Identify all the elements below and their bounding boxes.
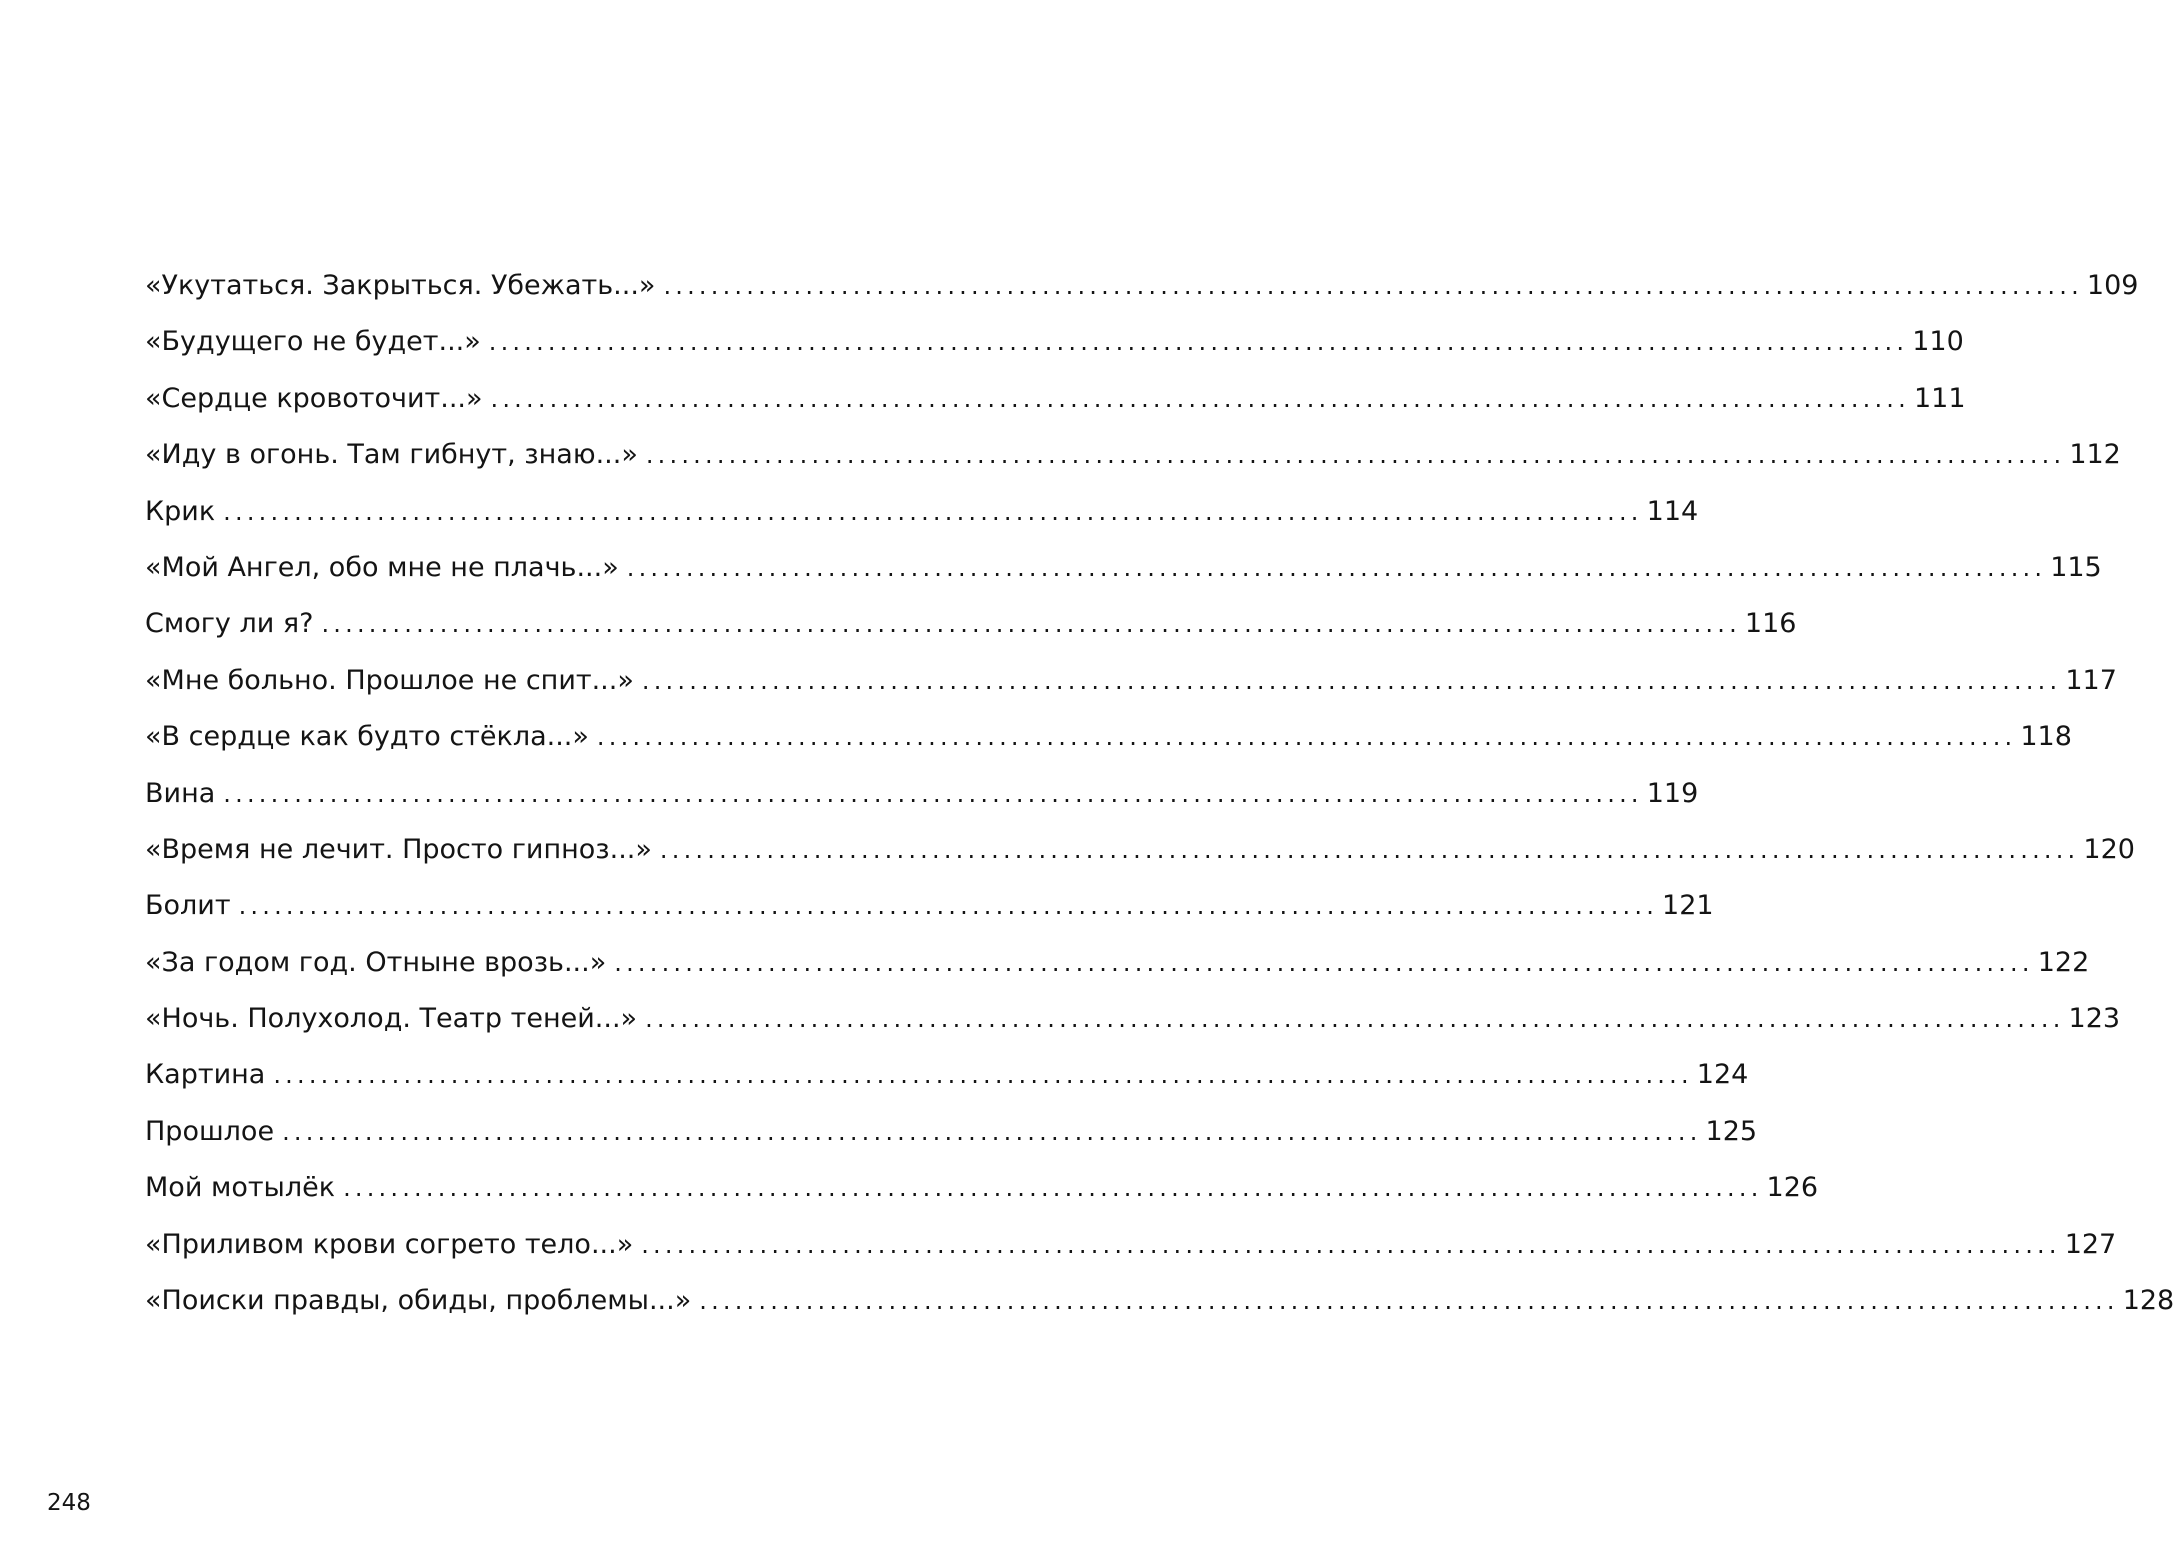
toc-entry-page: 126 (1766, 1172, 1819, 1204)
toc-entry-title: «За годом год. Отныне врозь...» (145, 946, 607, 978)
dot-leader: ........................................................................................................................ (488, 328, 1909, 357)
dot-leader: ........................................................................................................................ (238, 892, 1659, 921)
dot-leader: ........................................................................................................................ (626, 553, 2047, 582)
dot-leader: ........................................................................................................................ (614, 948, 2034, 977)
toc-entry-page: 125 (1705, 1115, 1758, 1147)
toc-entry-page: 111 (1913, 382, 1966, 414)
dot-leader: ........................................................................................................................ (223, 497, 1643, 526)
toc-entry-title: «Мне больно. Прошлое не спит...» (145, 664, 634, 696)
dot-leader: ........................................................................................................................ (641, 666, 2062, 695)
toc-entry-page: 122 (2037, 946, 2090, 978)
toc-entry-title: Болит (145, 890, 231, 922)
toc-entry-page: 128 (2122, 1285, 2174, 1317)
dot-leader: ........................................................................................................................ (321, 610, 1741, 639)
toc-entry-title: «Сердце кровоточит...» (145, 382, 483, 414)
toc-entry-title: «Будущего не будет...» (145, 326, 481, 358)
dot-leader: ........................................................................................................................ (343, 1174, 1763, 1203)
toc-entry (145, 596, 1797, 652)
dot-leader: ........................................................................................................................ (223, 779, 1643, 808)
dot-leader: ........................................................................................................................ (490, 384, 1910, 413)
toc-entry-title: «Поиски правды, обиды, проблемы...» (145, 1285, 692, 1317)
table-of-contents (145, 258, 2174, 1329)
toc-entry (145, 371, 1966, 427)
dot-leader: ........................................................................................................................ (663, 272, 2083, 300)
toc-entry (145, 1047, 1749, 1103)
dot-leader: ........................................................................................................................ (659, 835, 2080, 864)
toc-entry-title: Вина (145, 777, 216, 809)
toc-entry-page: 114 (1646, 495, 1699, 527)
toc-entry (145, 258, 2139, 314)
toc-entry-page: 123 (2068, 1003, 2121, 1035)
dot-leader: ........................................................................................................................ (282, 1117, 1702, 1146)
toc-entry-title: «Приливом крови согрето тело...» (145, 1228, 634, 1260)
dot-leader: ........................................................................................................................ (641, 1230, 2061, 1259)
toc-entry-page: 127 (2064, 1228, 2117, 1260)
toc-entry (145, 1217, 2117, 1273)
toc-entry-title: Картина (145, 1059, 266, 1091)
dot-leader: ........................................................................................................................ (699, 1287, 2119, 1316)
toc-entry-title: «Иду в огонь. Там гибнут, знаю...» (145, 439, 638, 471)
toc-entry (145, 1160, 1819, 1216)
toc-entry-title: «Время не лечит. Просто гипноз...» (145, 833, 652, 865)
toc-entry-page: 115 (2050, 551, 2102, 583)
toc-entry-page: 119 (1646, 777, 1699, 809)
toc-entry-page: 124 (1696, 1059, 1749, 1091)
toc-entry-title: Прошлое (145, 1115, 275, 1147)
toc-entry-title: «В сердце как будто стёкла...» (145, 721, 589, 753)
toc-entry-title: Крик (145, 495, 216, 527)
toc-entry (145, 709, 2072, 765)
dot-leader: ........................................................................................................................ (273, 1061, 1693, 1090)
toc-entry-page: 109 (2086, 270, 2139, 301)
toc-entry (145, 878, 1714, 934)
toc-entry-page: 112 (2069, 439, 2121, 471)
toc-entry (145, 822, 2135, 878)
toc-entry-page: 116 (1744, 608, 1797, 640)
dot-leader: ........................................................................................................................ (645, 1005, 2065, 1034)
page-number: 248 (47, 1490, 91, 1516)
toc-entry (145, 1273, 2174, 1329)
toc-entry-title: «Мой Ангел, обо мне не плачь...» (145, 551, 619, 583)
toc-entry (145, 766, 1699, 822)
toc-entry (145, 427, 2121, 483)
toc-entry-page: 110 (1912, 326, 1964, 358)
toc-entry (145, 991, 2121, 1047)
toc-entry (145, 653, 2117, 709)
toc-entry-page: 121 (1662, 890, 1714, 922)
dot-leader: ........................................................................................................................ (645, 441, 2066, 470)
toc-entry-title: «Ночь. Полухолод. Театр теней...» (145, 1003, 638, 1035)
toc-entry-page: 120 (2083, 833, 2135, 865)
toc-entry (145, 540, 2102, 596)
toc-entry (145, 935, 2090, 991)
toc-entry-page: 118 (2020, 721, 2072, 753)
toc-entry-page: 117 (2065, 664, 2117, 696)
toc-entry-title: «Укутаться. Закрыться. Убежать...» (145, 270, 656, 301)
toc-entry (145, 314, 1964, 370)
toc-entry (145, 484, 1699, 540)
toc-entry-title: Мой мотылёк (145, 1172, 336, 1204)
toc-entry-title: Смогу ли я? (145, 608, 314, 640)
dot-leader: ........................................................................................................................ (596, 723, 2017, 752)
toc-entry (145, 1104, 1758, 1160)
